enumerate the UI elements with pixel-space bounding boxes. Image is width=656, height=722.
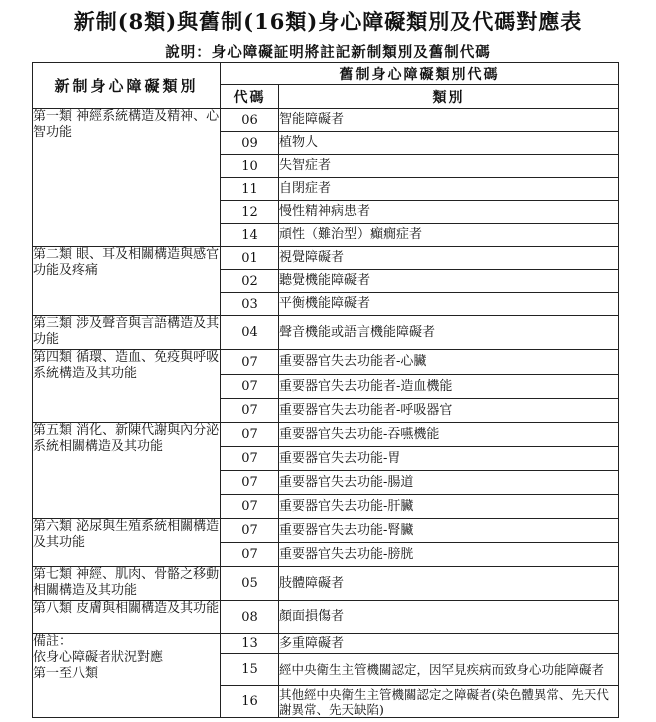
old-code: 08: [221, 601, 279, 634]
old-category: 失智症者: [279, 155, 619, 178]
new-category-7: 第七類 神經、肌肉、骨骼之移動相關構造及其功能: [33, 567, 221, 601]
new-category-2: 第二類 眼、耳及相關構造與感官功能及疼痛: [33, 247, 221, 316]
remarks-line: 依身心障礙者狀況對應: [33, 650, 164, 665]
old-code: 11: [221, 178, 279, 201]
mapping-table: [32, 62, 619, 718]
old-category: 頑性（難治型）癲癇症者: [279, 224, 619, 247]
table-row: [33, 519, 619, 543]
new-category-8: 第八類 皮膚與相關構造及其功能: [33, 601, 221, 634]
page-title: 新制(8類)與舊制(16類)身心障礙類別及代碼對應表: [73, 9, 583, 34]
old-category: 智能障礙者: [279, 109, 619, 132]
table-row: [33, 567, 619, 601]
old-code: 06: [221, 109, 279, 132]
old-code: 07: [221, 519, 279, 543]
old-code: 07: [221, 399, 279, 423]
old-code: 15: [221, 654, 279, 686]
old-code: 13: [221, 634, 279, 654]
old-code: 07: [221, 375, 279, 399]
old-category: 重要器官失去功能-肝臟: [279, 495, 619, 519]
old-category: 肢體障礙者: [279, 567, 619, 601]
old-category: 平衡機能障礙者: [279, 293, 619, 316]
old-code: 14: [221, 224, 279, 247]
header-category: 類別: [279, 85, 619, 109]
table-row: [33, 423, 619, 447]
old-code: 07: [221, 471, 279, 495]
new-category-5: 第五類 消化、新陳代謝與內分泌系統相關構造及其功能: [33, 423, 221, 519]
explanation-note: 說明：身心障礙証明將註記新制類別及舊制代碼: [165, 44, 491, 61]
remarks-title: 備註：: [33, 634, 73, 649]
old-category: 植物人: [279, 132, 619, 155]
table-row: [33, 601, 619, 634]
old-category: 重要器官失去功能-吞嚥機能: [279, 423, 619, 447]
table-row: [33, 109, 619, 132]
old-category: 慢性精神病患者: [279, 201, 619, 224]
new-category-6: 第六類 泌尿與生殖系統相關構造及其功能: [33, 519, 221, 567]
old-category: 聲音機能或語言機能障礙者: [279, 316, 619, 350]
old-code: 05: [221, 567, 279, 601]
remarks-cell: [33, 634, 221, 718]
new-category-4: 第四類 循環、造血、免疫與呼吸系統構造及其功能: [33, 350, 221, 423]
old-category: 聽覺機能障礙者: [279, 270, 619, 293]
table-row: [33, 350, 619, 375]
old-code: 02: [221, 270, 279, 293]
old-code: 07: [221, 423, 279, 447]
old-code: 09: [221, 132, 279, 155]
old-category: 經中央衛生主管機關認定，因罕見疾病而致身心功能障礙者: [279, 654, 619, 686]
old-code: 12: [221, 201, 279, 224]
old-category: 視覺障礙者: [279, 247, 619, 270]
old-category: 重要器官失去功能-胃: [279, 447, 619, 471]
old-category: 重要器官失去功能者-心臟: [279, 350, 619, 375]
old-code: 03: [221, 293, 279, 316]
new-category-3: 第三類 涉及聲音與言語構造及其功能: [33, 316, 221, 350]
header-new-category: 新制身心障礙類別: [33, 63, 221, 109]
old-code: 07: [221, 350, 279, 375]
table-row: [33, 634, 619, 654]
old-category: 重要器官失去功能者-造血機能: [279, 375, 619, 399]
remarks-line: 第一至八類: [33, 666, 99, 681]
old-category: 多重障礙者: [279, 634, 619, 654]
old-category: 重要器官失去功能-膀胱: [279, 543, 619, 567]
old-code: 10: [221, 155, 279, 178]
table-row: [33, 316, 619, 350]
header-old-category-code: 舊制身心障礙類別代碼: [221, 63, 619, 85]
old-category: 其他經中央衛生主管機關認定之障礙者(染色體異常、先天代謝異常、先天缺陷): [279, 686, 619, 718]
old-code: 07: [221, 543, 279, 567]
old-code: 04: [221, 316, 279, 350]
header-code: 代碼: [221, 85, 279, 109]
old-category: 重要器官失去功能-腸道: [279, 471, 619, 495]
old-code: 07: [221, 447, 279, 471]
new-category-1: 第一類 神經系統構造及精神、心智功能: [33, 109, 221, 247]
table-row: [33, 247, 619, 270]
old-code: 01: [221, 247, 279, 270]
old-category: 重要器官失去功能者-呼吸器官: [279, 399, 619, 423]
old-category: 重要器官失去功能-腎臟: [279, 519, 619, 543]
old-code: 07: [221, 495, 279, 519]
old-code: 16: [221, 686, 279, 718]
old-category: 顏面損傷者: [279, 601, 619, 634]
old-category: 自閉症者: [279, 178, 619, 201]
